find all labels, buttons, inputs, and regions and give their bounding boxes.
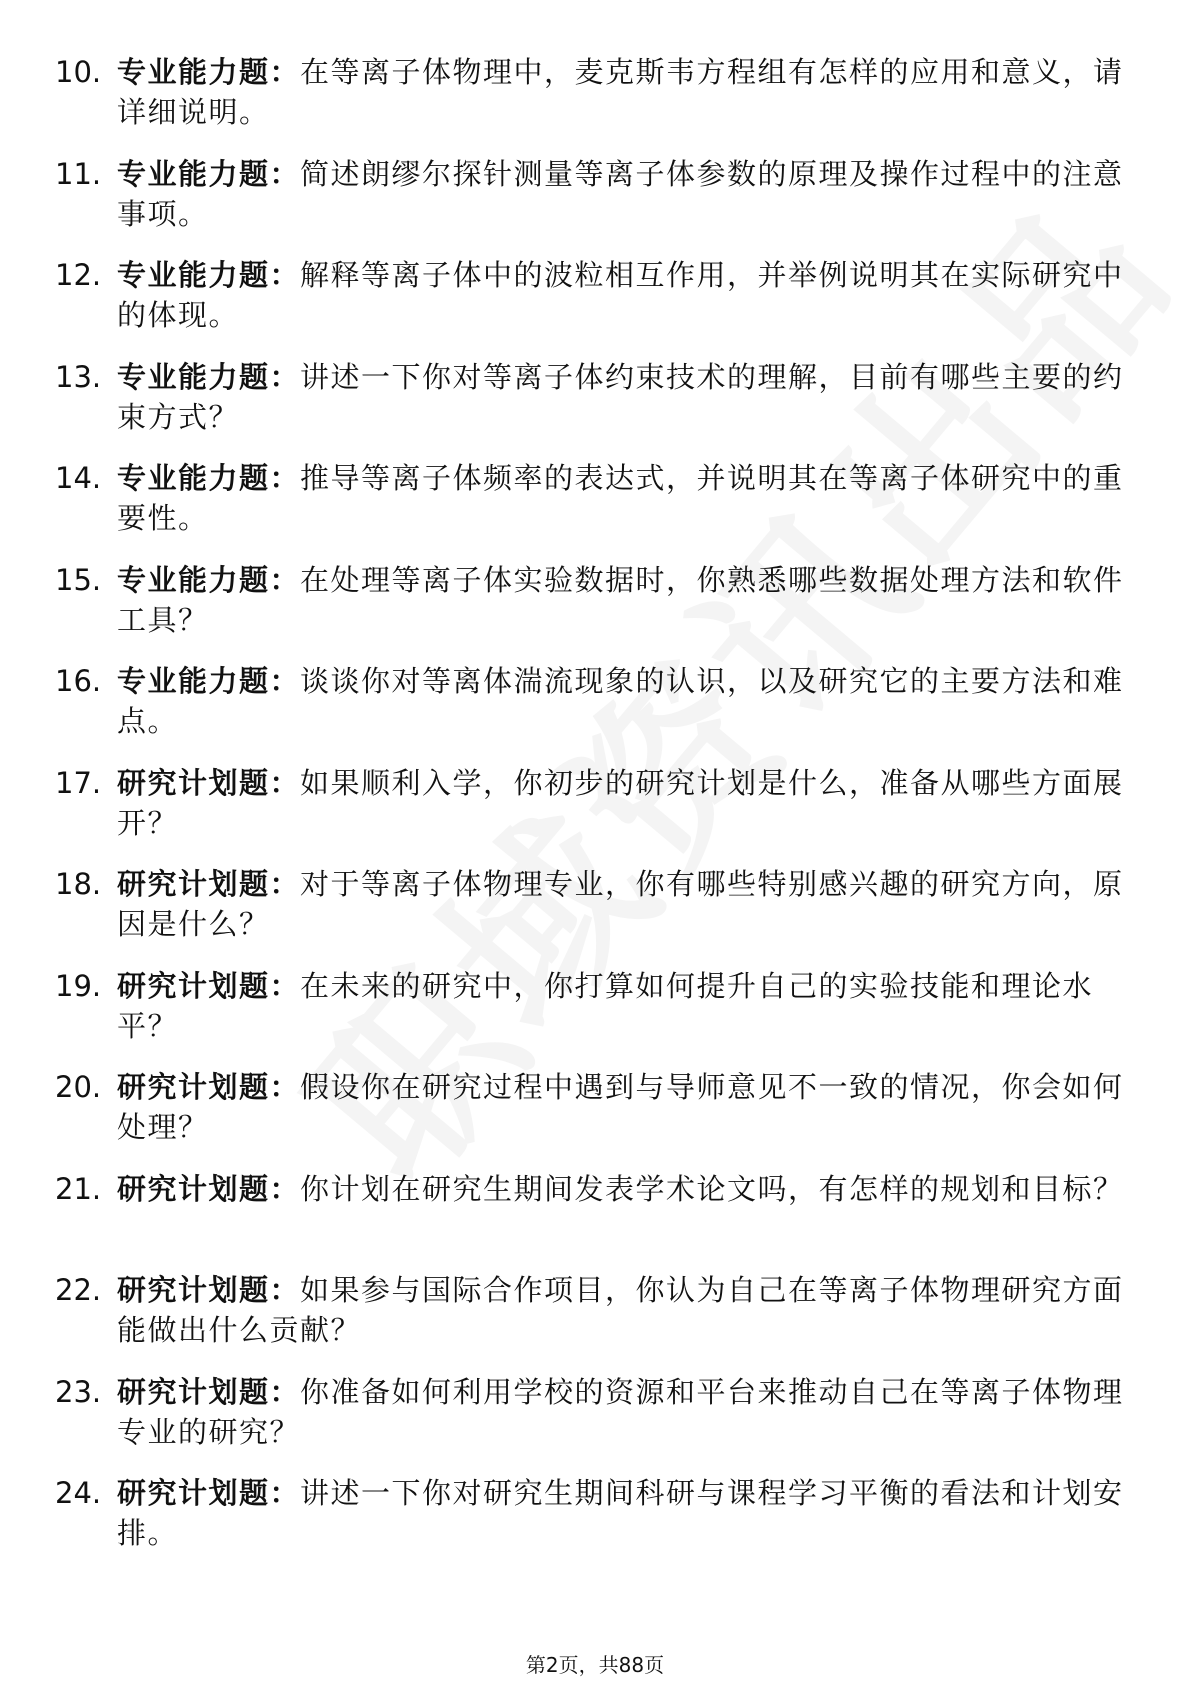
question-category: 专业能力题： (117, 359, 301, 394)
question-item (55, 1473, 1135, 1575)
question-item (55, 966, 1135, 1068)
question-item (55, 560, 1135, 662)
question-item (55, 661, 1135, 763)
question-list (55, 52, 1135, 1575)
question-text-block (117, 255, 1135, 335)
question-number: 10. (55, 55, 102, 89)
page-footer: 第2页，共88页 (525, 1653, 665, 1677)
question-category: 专业能力题： (117, 562, 301, 597)
question-item (55, 864, 1135, 966)
question-category: 研究计划题： (117, 765, 301, 800)
question-category: 专业能力题： (117, 664, 301, 698)
question-item (55, 1169, 1135, 1271)
question-item (55, 763, 1135, 865)
question-item (55, 1372, 1135, 1474)
question-text-block (117, 560, 1135, 640)
question-number: 21. (55, 1171, 102, 1206)
question-number: 23. (55, 1374, 102, 1409)
question-number: 20. (55, 1070, 102, 1104)
question-text-block (117, 966, 1135, 1046)
question-number: 17. (55, 765, 102, 800)
question-category: 研究计划题： (117, 1070, 301, 1104)
question-text: 在处理等离子体实验数据时，你熟悉哪些数据处理方法和软件工具？ (117, 562, 1124, 637)
question-category: 专业能力题： (117, 461, 301, 495)
question-number: 19. (55, 968, 102, 1003)
question-text-block (117, 1372, 1135, 1452)
question-category: 研究计划题： (117, 968, 301, 1003)
question-text-block (117, 1473, 1135, 1553)
question-text: 推导等离子体频率的表达式，并说明其在等离子体研究中的重要性。 (117, 461, 1124, 535)
question-text: 在未来的研究中，你打算如何提升自己的实验技能和理论水平？ (117, 968, 1094, 1043)
question-number: 12. (55, 258, 102, 292)
question-text-block (117, 154, 1135, 234)
question-text-block (117, 763, 1135, 843)
question-category: 研究计划题： (117, 1476, 301, 1510)
question-text: 假设你在研究过程中遇到与导师意见不一致的情况，你会如何处理？ (117, 1070, 1124, 1144)
question-category: 研究计划题： (117, 867, 301, 901)
question-text: 谈谈你对等离体湍流现象的认识，以及研究它的主要方法和难点。 (117, 664, 1124, 738)
question-category: 专业能力题： (117, 258, 301, 292)
question-number: 11. (55, 156, 102, 191)
question-category: 研究计划题： (117, 1273, 301, 1307)
question-item (55, 1270, 1135, 1372)
question-text: 对于等离子体物理专业，你有哪些特别感兴趣的研究方向，原因是什么？ (117, 867, 1124, 941)
question-item (55, 52, 1135, 154)
question-text-block (117, 864, 1135, 944)
question-item (55, 154, 1135, 256)
question-number: 18. (55, 867, 102, 901)
question-text-block (117, 458, 1135, 538)
question-category: 专业能力题： (117, 156, 301, 191)
question-number: 16. (55, 664, 102, 698)
question-text-block (117, 661, 1135, 741)
question-item (55, 458, 1135, 560)
question-number: 13. (55, 359, 102, 394)
question-text: 你准备如何利用学校的资源和平台来推动自己在等离子体物理专业的研究？ (117, 1374, 1124, 1449)
question-text: 简述朗缪尔探针测量等离子体参数的原理及操作过程中的注意事项。 (117, 156, 1124, 231)
question-text: 讲述一下你对研究生期间科研与课程学习平衡的看法和计划安排。 (117, 1476, 1124, 1550)
question-text-block (117, 52, 1135, 132)
question-number: 22. (55, 1273, 102, 1307)
question-category: 专业能力题： (117, 55, 301, 89)
question-text-block (117, 1067, 1135, 1147)
question-category: 研究计划题： (117, 1374, 301, 1409)
question-text: 讲述一下你对等离子体约束技术的理解，目前有哪些主要的约束方式？ (117, 359, 1124, 434)
question-category: 研究计划题： (117, 1171, 301, 1206)
question-text: 在等离子体物理中，麦克斯韦方程组有怎样的应用和意义，请详细说明。 (117, 55, 1124, 129)
question-text: 如果参与国际合作项目，你认为自己在等离子体物理研究方面能做出什么贡献？ (117, 1273, 1124, 1347)
question-text-block (117, 1270, 1135, 1350)
question-number: 15. (55, 562, 102, 597)
question-number: 14. (55, 461, 102, 495)
question-text: 如果顺利入学，你初步的研究计划是什么，准备从哪些方面展开？ (117, 765, 1124, 840)
question-text: 解释等离子体中的波粒相互作用，并举例说明其在实际研究中的体现。 (117, 258, 1124, 332)
question-number: 24. (55, 1476, 102, 1510)
question-item (55, 357, 1135, 459)
question-text: 你计划在研究生期间发表学术论文吗，有怎样的规划和目标？ (300, 1171, 1124, 1206)
question-text-block (117, 1169, 1135, 1209)
question-text-block (117, 357, 1135, 437)
question-item (55, 1067, 1135, 1169)
question-item (55, 255, 1135, 357)
